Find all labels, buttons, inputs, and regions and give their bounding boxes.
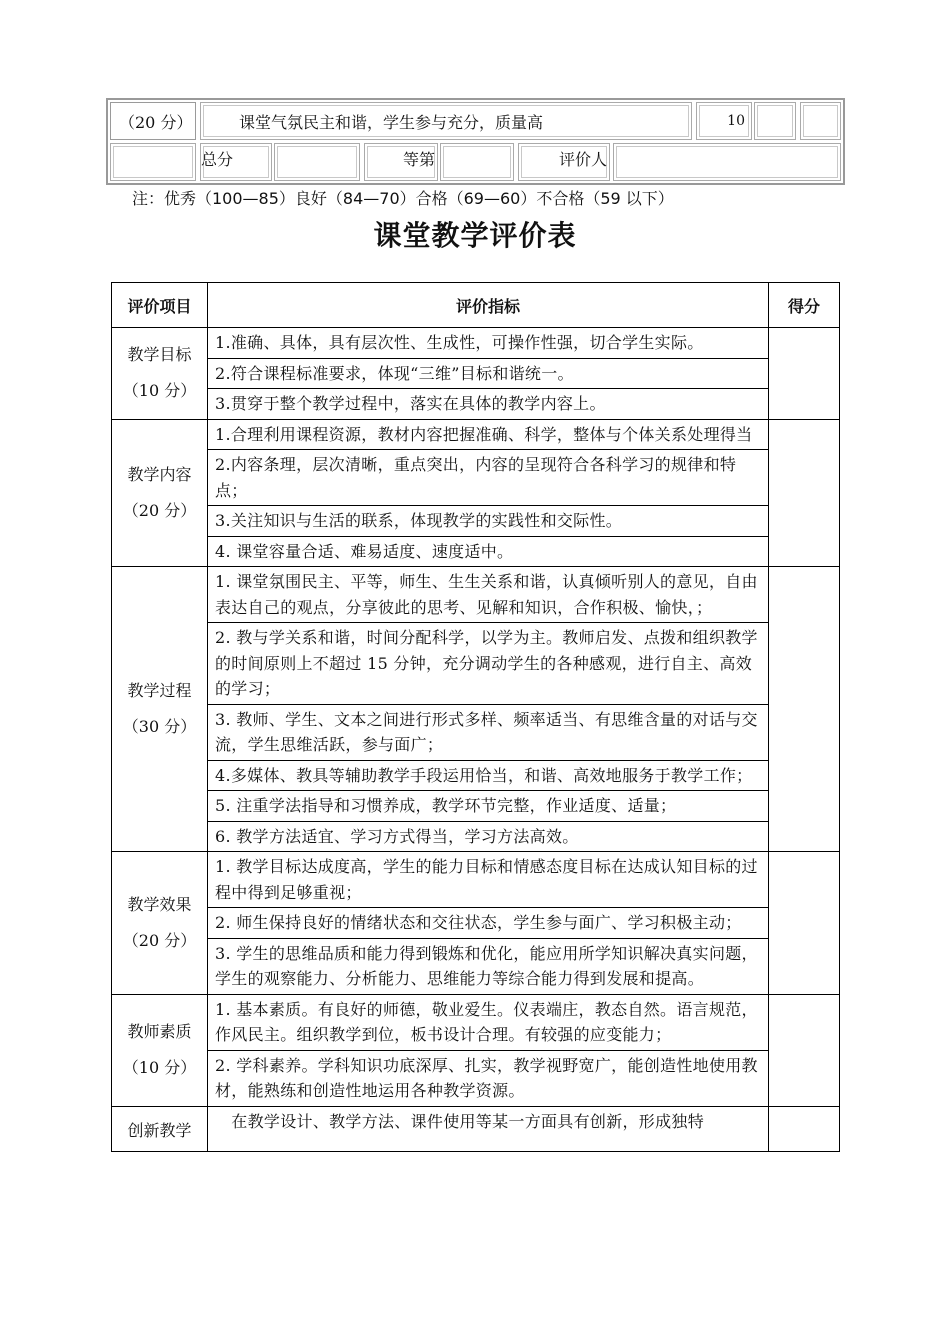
table-row — [112, 791, 840, 822]
indicator-cell: 2.内容条理，层次清晰，重点突出，内容的呈现符合各科学习的规律和特点； — [208, 450, 769, 506]
table-row — [112, 623, 840, 705]
score-cell-extra — [800, 102, 841, 140]
header-row — [112, 283, 840, 328]
table-row — [112, 704, 840, 760]
table-row — [112, 358, 840, 389]
score-cell — [769, 419, 840, 567]
indicator-cell: 3.关注知识与生活的联系，体现教学的实践性和交际性。 — [208, 506, 769, 537]
table-row — [112, 567, 840, 623]
rank-value-cell — [440, 143, 514, 181]
indicator-cell: 5. 注重学法指导和习惯养成，教学环节完整，作业适度、适量； — [208, 791, 769, 822]
indicator-cell: 1.准确、具体，具有层次性、生成性，可操作性强，切合学生实际。 — [208, 328, 769, 359]
points-cell: （20 分） — [110, 102, 196, 140]
table-row — [112, 1050, 840, 1106]
indicator-cell: 2. 学科素养。学科知识功底深厚、扎实，教学视野宽广，能创造性地使用教材，能熟练和创造性地运用各种教学资源。 — [208, 1050, 769, 1106]
header-indicator: 评价指标 — [208, 283, 769, 328]
indicator-cell: 3.贯穿于整个教学过程中，落实在具体的教学内容上。 — [208, 389, 769, 420]
indicator-cell: 在教学设计、教学方法、课件使用等某一方面具有创新，形成独特 — [208, 1106, 769, 1151]
max-score-cell: 10 — [696, 102, 752, 140]
table-row — [112, 536, 840, 567]
table-row — [112, 760, 840, 791]
category-name: 教师素质 — [127, 1022, 192, 1041]
score-cell — [754, 102, 796, 140]
criteria-cell: 课堂气氛民主和谐，学生参与充分，质量高 — [200, 102, 692, 140]
evaluator-value-cell — [613, 143, 841, 181]
category-cell — [112, 1106, 208, 1151]
indicator-cell: 2.符合课程标准要求，体现“三维”目标和谐统一。 — [208, 358, 769, 389]
table-row — [112, 938, 840, 994]
score-cell — [769, 328, 840, 420]
indicator-cell: 2. 教与学关系和谐，时间分配科学，以学为主。教师启发、点拨和组织教学的时间原则上不超过 15 分钟，充分调动学生的各种感观，进行自主、高效的学习； — [208, 623, 769, 705]
evaluation-table — [111, 282, 840, 1152]
category-name: 教学内容 — [127, 464, 192, 484]
table-row — [112, 852, 840, 908]
indicator-cell: 6. 教学方法适宜、学习方式得当，学习方法高效。 — [208, 821, 769, 852]
score-cell — [769, 852, 840, 995]
category-cell — [112, 852, 208, 995]
table-row — [112, 994, 840, 1050]
indicator-cell: 1. 教学目标达成度高，学生的能力目标和情感态度目标在达成认知目标的过程中得到足够重视； — [208, 852, 769, 908]
indicator-cell: 1. 课堂氛围民主、平等，师生、生生关系和谐，认真倾听别人的意见，自由表达自己的观点，分享彼此的思考、见解和知识，合作积极、愉快，； — [208, 567, 769, 623]
rank-label-cell: 等第 — [364, 143, 438, 181]
category-cell — [112, 419, 208, 567]
category-cell — [112, 567, 208, 852]
indicator-cell: 2. 师生保持良好的情绪状态和交往状态，学生参与面广、学习积极主动； — [208, 908, 769, 939]
table-row — [112, 450, 840, 506]
header-item: 评价项目 — [112, 283, 208, 328]
score-cell — [769, 994, 840, 1106]
total-label-cell: 总分 — [200, 143, 272, 181]
category-points: （10 分） — [122, 1058, 197, 1077]
table-row — [112, 908, 840, 939]
indicator-cell: 4. 课堂容量合适、难易适度、速度适中。 — [208, 536, 769, 567]
table-row — [112, 328, 840, 359]
indicator-cell: 4.多媒体、教具等辅助教学手段运用恰当，和谐、高效地服务于教学工作； — [208, 760, 769, 791]
category-name: 教学过程 — [127, 681, 192, 700]
header-score: 得分 — [769, 283, 840, 328]
category-name: 教学效果 — [127, 894, 192, 914]
evaluator-label-cell: 评价人 — [518, 143, 610, 181]
indicator-cell: 1.合理利用课程资源，教材内容把握准确、科学，整体与个体关系处理得当 — [208, 419, 769, 450]
score-cell — [769, 1106, 840, 1151]
category-points: （10 分） — [122, 381, 197, 401]
category-points: （20 分） — [122, 500, 197, 520]
category-points: （30 分） — [122, 717, 197, 736]
previous-table-fragment — [106, 98, 845, 185]
category-name: 教学目标 — [127, 345, 192, 365]
table-row — [112, 419, 840, 450]
table-row — [112, 506, 840, 537]
blank-cell — [110, 143, 196, 181]
category-cell — [112, 328, 208, 420]
indicator-cell: 3. 学生的思维品质和能力得到锻炼和优化，能应用所学知识解决真实问题，学生的观察能力、分析能力、思维能力等综合能力得到发展和提高。 — [208, 938, 769, 994]
score-cell — [769, 567, 840, 852]
page-title: 课堂教学评价表 — [373, 219, 577, 252]
indicator-cell: 1. 基本素质。有良好的师德，敬业爱生。仪表端庄，教态自然。语言规范，作风民主。组织教学到位，板书设计合理。有较强的应变能力； — [208, 994, 769, 1050]
table-row — [112, 821, 840, 852]
category-name: 创新教学 — [127, 1120, 192, 1140]
grading-note: 注：优秀（100—85）良好（84—70）合格（69—60）不合格（59 以下） — [132, 189, 674, 208]
category-cell — [112, 994, 208, 1106]
total-value-cell — [274, 143, 360, 181]
category-points: （20 分） — [122, 930, 197, 950]
indicator-cell: 3. 教师、学生、文本之间进行形式多样、频率适当、有思维含量的对话与交流，学生思维活跃，参与面广； — [208, 704, 769, 760]
table-row — [112, 389, 840, 420]
table-row — [112, 1106, 840, 1151]
